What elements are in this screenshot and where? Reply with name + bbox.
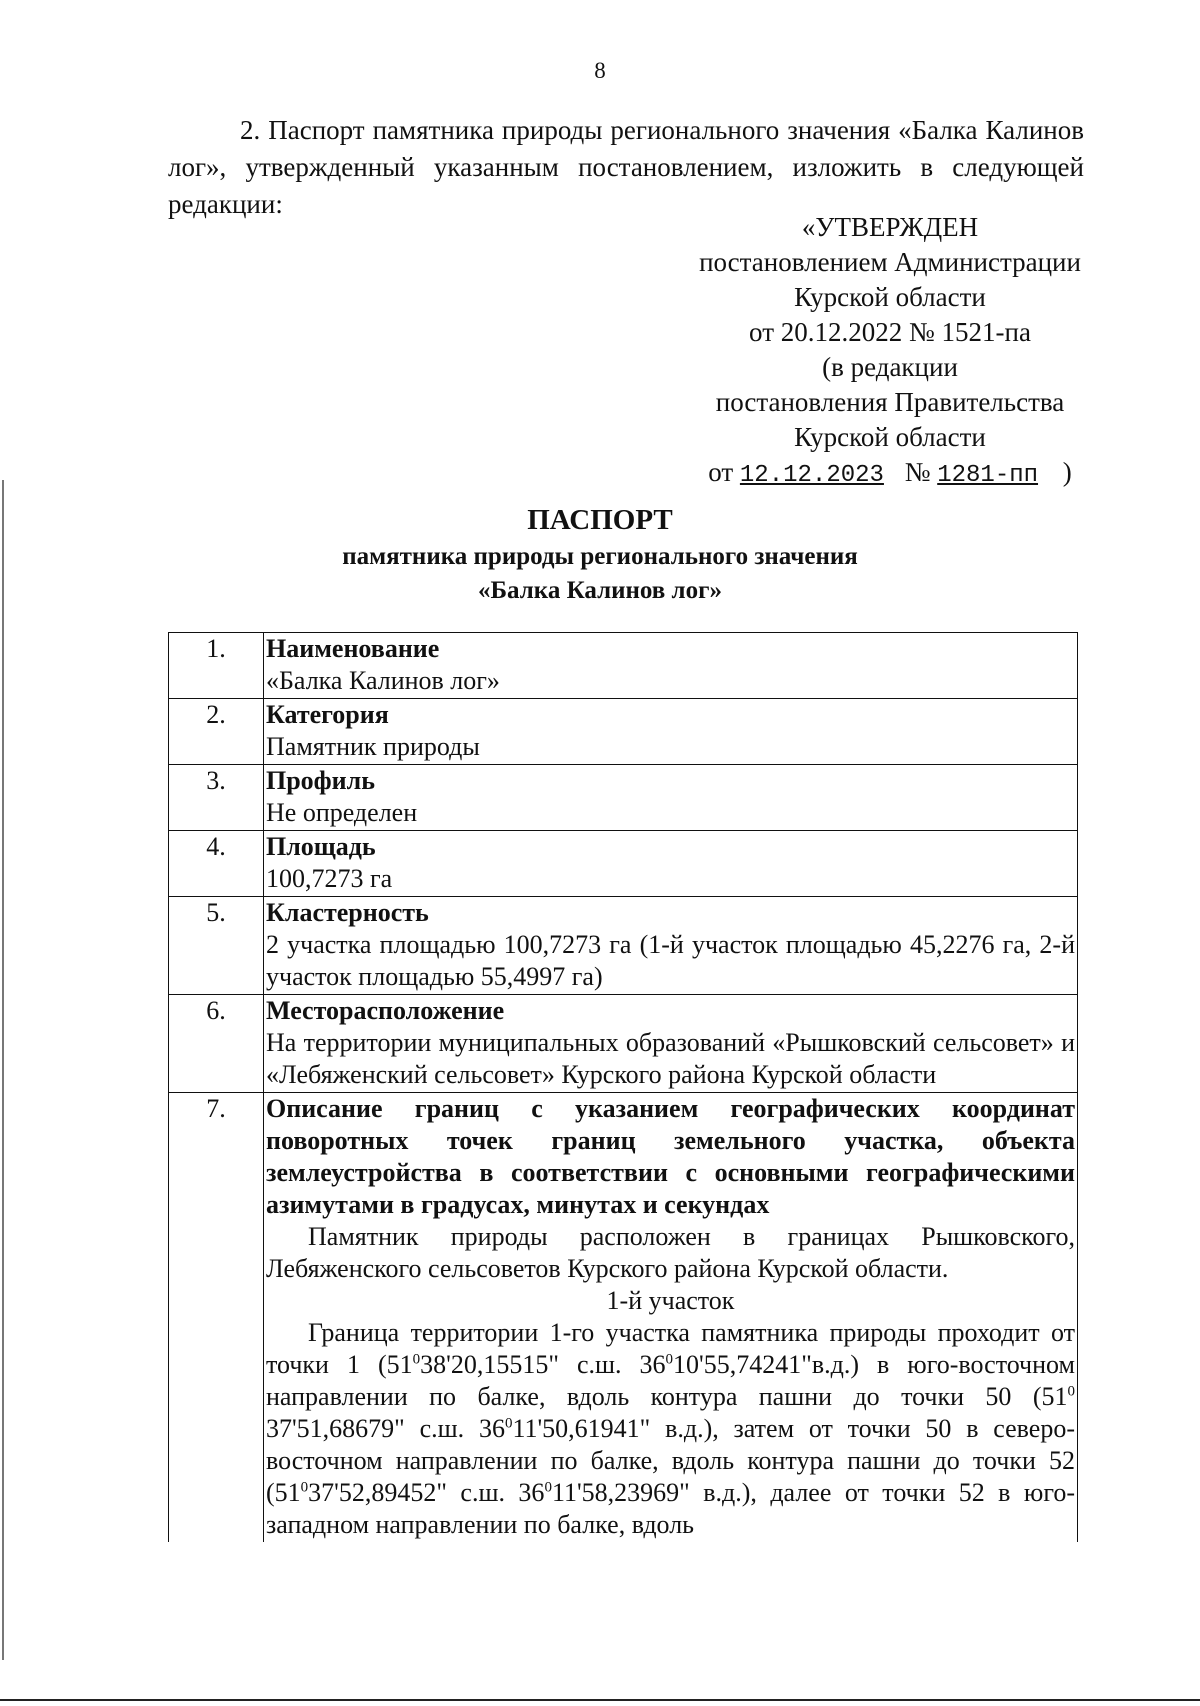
table-row — [169, 995, 1078, 1093]
table-row — [169, 1093, 1078, 1543]
approval-date-line — [660, 455, 1120, 493]
boundary-text: 37'52,89452" с.ш. 36 — [308, 1478, 545, 1507]
boundary-text: 11'58,23969" в.д.), далее от точки 52 в юго-западном направлении по балке, вдоль — [266, 1478, 1075, 1539]
row-content — [264, 995, 1078, 1093]
approval-date-prefix: от — [708, 457, 734, 487]
scan-edge-bottom — [0, 1699, 1200, 1701]
row-number: 5. — [169, 897, 264, 995]
table-row — [169, 633, 1078, 699]
boundary-text: 11'50,61941" в.д.), затем от точки 50 в северо-восточном направлении по балке, вдоль контура пашни до точки 52 (51 — [266, 1414, 1075, 1507]
approval-line-3: Курской области — [794, 282, 986, 312]
document-title — [0, 500, 1200, 608]
degree-mark: 0 — [544, 1479, 552, 1496]
scan-edge-left — [2, 480, 4, 1660]
degree-mark: 0 — [300, 1479, 309, 1496]
row-number: 7. — [169, 1093, 264, 1543]
boundary-text: 38'20,15515" с.ш. 36 — [420, 1350, 666, 1379]
approval-line-4: от 20.12.2022 № 1521-па — [749, 317, 1031, 347]
row-content — [264, 831, 1078, 897]
row-value: 2 участка площадью 100,7273 га (1-й участок площадью 45,2276 га, 2-й участок площадью 55,4997 га) — [266, 930, 1075, 991]
row-content — [264, 699, 1078, 765]
row-value: «Балка Калинов лог» — [266, 666, 500, 695]
boundary-text: 10'55,74241"в.д.) в юго-восточном направлении по балке, вдоль контура пашни до точки 50 (51 — [266, 1350, 1075, 1411]
row-value: Памятник природы — [266, 732, 480, 761]
row-heading: Наименование — [266, 634, 440, 663]
page-number: 8 — [594, 58, 606, 83]
row-content — [264, 633, 1078, 699]
row-content — [264, 765, 1078, 831]
row-content — [264, 1093, 1078, 1543]
row-heading: Профиль — [266, 766, 375, 795]
row-heading: Месторасположение — [266, 996, 505, 1025]
row-heading: Кластерность — [266, 898, 429, 927]
row-value: Не определен — [266, 798, 418, 827]
table-row — [169, 765, 1078, 831]
passport-table — [168, 632, 1078, 1542]
row-heading: Описание границ с указанием географических координат поворотных точек границ земельного участка, объекта землеустройства в соответствии с основными географическими азимутами в градусах, минутах и секундах — [266, 1094, 1075, 1219]
section-label: 1-й участок — [606, 1286, 735, 1315]
table-row — [169, 831, 1078, 897]
approval-line-7: Курской области — [794, 422, 986, 452]
approval-number: 1281-пп — [937, 462, 1039, 489]
row-value: 100,7273 га — [266, 864, 393, 893]
approval-date: 12.12.2023 — [739, 462, 884, 489]
table-row — [169, 699, 1078, 765]
degree-mark: 0 — [504, 1415, 513, 1432]
approval-line-2: постановлением Администрации — [699, 247, 1081, 277]
degree-mark: 0 — [412, 1351, 421, 1368]
row-number: 4. — [169, 831, 264, 897]
title-main: ПАСПОРТ — [527, 504, 673, 536]
row-number: 1. — [169, 633, 264, 699]
approval-close: ) — [1062, 457, 1072, 487]
intro-paragraph: 2. Паспорт памятника природы регионального значения «Балка Калинов лог», утвержденный указанным постановлением, изложить в следующей редакции: — [168, 115, 1084, 219]
table-row — [169, 897, 1078, 995]
boundary-text: Граница территории 1-го участка памятника природы проходит от точки 1 (51 — [266, 1318, 1075, 1379]
degree-mark: 0 — [1067, 1383, 1075, 1400]
degree-mark: 0 — [665, 1351, 674, 1368]
boundary-text: 37'51,68679" с.ш. 36 — [266, 1414, 505, 1443]
row-value: На территории муниципальных образований «Рышковский сельсовет» и «Лебяженский сельсовет» Курского района Курской области — [266, 1028, 1075, 1089]
approval-stamp — [660, 210, 1120, 493]
approval-line-1: «УТВЕРЖДЕН — [801, 212, 979, 242]
title-sub-2: «Балка Калинов лог» — [478, 577, 722, 604]
row-number: 2. — [169, 699, 264, 765]
row-content — [264, 897, 1078, 995]
row-heading: Площадь — [266, 832, 376, 861]
approval-number-sign: № — [904, 457, 931, 487]
row-heading: Категория — [266, 700, 389, 729]
approval-line-6: постановления Правительства — [715, 387, 1065, 417]
row-paragraph-1: Памятник природы расположен в границах Рышковского, Лебяженского сельсоветов Курского района Курской области. — [266, 1222, 1075, 1283]
title-sub-1: памятника природы регионального значения — [342, 543, 858, 570]
row-number: 3. — [169, 765, 264, 831]
row-paragraph-2 — [266, 1317, 1075, 1541]
row-number: 6. — [169, 995, 264, 1093]
approval-line-5: (в редакции — [822, 352, 958, 382]
